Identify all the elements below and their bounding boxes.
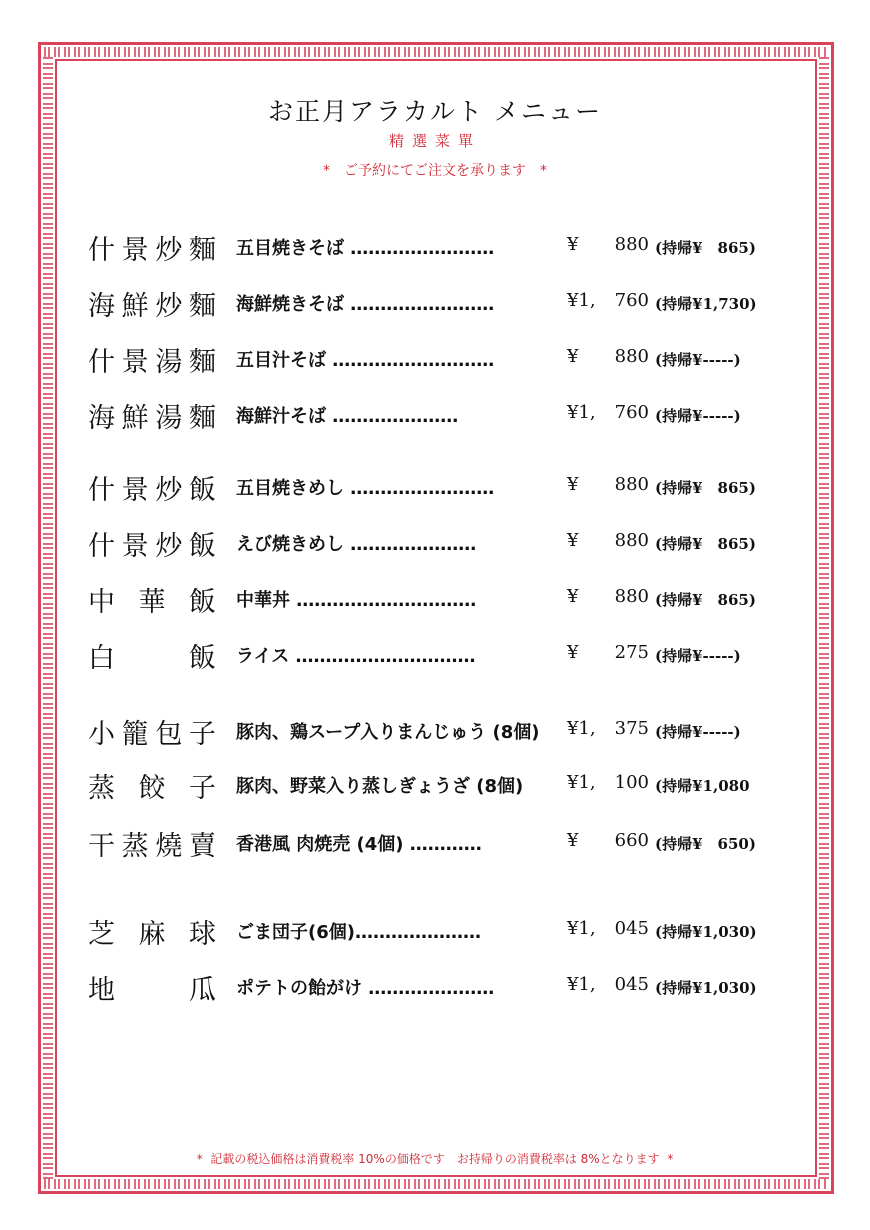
menu-item-price xyxy=(567,346,649,367)
menu-item-row xyxy=(0,712,870,752)
menu-item-chinese-name xyxy=(88,468,216,507)
menu-item-price xyxy=(567,474,649,495)
chinese-character: 子 xyxy=(189,773,216,804)
menu-item-takeout-price: (持帰¥-----) xyxy=(655,723,741,741)
chinese-character: 景 xyxy=(121,347,149,378)
chinese-character: 賣 xyxy=(188,831,216,862)
menu-item-japanese-name: 香港風 肉焼売 (4個) ………… xyxy=(236,834,482,855)
price-currency: ¥1, xyxy=(567,918,596,939)
menu-item-price xyxy=(567,642,649,663)
menu-item-row xyxy=(0,396,870,436)
chinese-character: 燒 xyxy=(155,831,183,862)
menu-item-price xyxy=(567,290,649,311)
star-icon: * xyxy=(540,163,547,179)
menu-item-row xyxy=(0,968,870,1008)
price-currency: ¥1, xyxy=(567,402,596,423)
price-currency: ¥1, xyxy=(567,772,596,793)
chinese-character: 飯 xyxy=(188,531,216,562)
menu-subtitle: 精選菜單 xyxy=(388,132,481,150)
price-currency: ¥ xyxy=(567,346,579,367)
chinese-character: 小 xyxy=(88,719,115,750)
chinese-character: 餃 xyxy=(138,773,166,804)
price-currency: ¥ xyxy=(567,234,579,255)
menu-item-chinese-name xyxy=(88,766,216,805)
menu-item-row xyxy=(0,636,870,676)
menu-item-takeout-price: (持帰¥1,080 xyxy=(655,777,750,795)
menu-item-chinese-name xyxy=(88,912,216,951)
chinese-character: 景 xyxy=(121,475,149,506)
menu-item-chinese-name xyxy=(88,340,216,379)
chinese-character: 飯 xyxy=(189,643,216,674)
tax-note-text: 記載の税込価格は消費税率 10%の価格です お持帰りの消費税率は 8%となります xyxy=(210,1152,660,1166)
menu-item-chinese-name xyxy=(88,228,216,267)
menu-item-takeout-price: (持帰¥ 865) xyxy=(655,239,756,257)
chinese-character: 麵 xyxy=(188,347,216,378)
menu-item-chinese-name xyxy=(88,580,216,619)
chinese-character: 球 xyxy=(189,919,216,950)
chinese-character: 芝 xyxy=(88,919,115,950)
menu-item-price xyxy=(567,586,649,607)
menu-item-japanese-name: ライス ………………………… xyxy=(236,646,476,667)
menu-item-row xyxy=(0,340,870,380)
menu-item-takeout-price: (持帰¥-----) xyxy=(655,351,741,369)
star-icon: * xyxy=(323,163,330,179)
menu-item-takeout-price: (持帰¥ 865) xyxy=(655,479,756,497)
menu-item-price xyxy=(567,234,649,255)
chinese-character: 鮮 xyxy=(121,291,149,322)
chinese-character: 華 xyxy=(138,587,166,618)
price-currency: ¥ xyxy=(567,530,579,551)
chinese-character: 包 xyxy=(155,719,183,750)
chinese-character: 什 xyxy=(88,347,115,378)
menu-item-takeout-price: (持帰¥ 650) xyxy=(655,835,756,853)
price-value: 880 xyxy=(614,346,649,367)
menu-item-takeout-price: (持帰¥1,730) xyxy=(655,295,757,313)
chinese-character: 蒸 xyxy=(121,831,149,862)
price-currency: ¥1, xyxy=(567,974,596,995)
menu-item-japanese-name: えび焼きめし ………………… xyxy=(236,534,477,555)
menu-item-chinese-name xyxy=(88,396,216,435)
border-pattern-top xyxy=(44,47,828,57)
price-value: 880 xyxy=(614,586,649,607)
chinese-character: 湯 xyxy=(155,347,183,378)
chinese-character: 炒 xyxy=(155,531,183,562)
menu-item-japanese-name: 豚肉、野菜入り蒸しぎょうざ (8個) xyxy=(236,776,524,797)
menu-item-price xyxy=(567,918,649,939)
menu-item-chinese-name xyxy=(88,636,216,675)
chinese-character: 海 xyxy=(88,403,115,434)
price-value: 275 xyxy=(614,642,649,663)
chinese-character: 中 xyxy=(88,587,115,618)
menu-item-row xyxy=(0,912,870,952)
chinese-character: 海 xyxy=(88,291,115,322)
price-value: 760 xyxy=(614,402,649,423)
menu-item-japanese-name: 海鮮焼きそば …………………… xyxy=(236,294,495,315)
menu-item-japanese-name: 五目汁そば ……………………… xyxy=(236,350,495,371)
menu-item-japanese-name: 五目焼きめし …………………… xyxy=(236,478,495,499)
chinese-character: 白 xyxy=(88,643,115,674)
border-pattern-bottom xyxy=(44,1179,828,1189)
menu-item-row xyxy=(0,824,870,864)
chinese-character: 鮮 xyxy=(121,403,149,434)
menu-item-price xyxy=(567,402,649,423)
menu-item-chinese-name xyxy=(88,524,216,563)
menu-item-row xyxy=(0,284,870,324)
price-currency: ¥ xyxy=(567,830,579,851)
menu-item-price xyxy=(567,772,649,793)
menu-item-row xyxy=(0,766,870,806)
price-value: 880 xyxy=(614,530,649,551)
chinese-character: 飯 xyxy=(189,587,216,618)
menu-item-japanese-name: 中華丼 ………………………… xyxy=(236,590,477,611)
star-icon: * xyxy=(667,1152,674,1166)
menu-item-japanese-name: 五目焼きそば …………………… xyxy=(236,238,495,259)
chinese-character: 炒 xyxy=(155,235,183,266)
price-value: 045 xyxy=(614,918,649,939)
chinese-character: 景 xyxy=(121,531,149,562)
menu-item-chinese-name xyxy=(88,284,216,323)
chinese-character: 蒸 xyxy=(88,773,115,804)
tax-note xyxy=(0,1150,870,1167)
chinese-character: 瓜 xyxy=(189,975,216,1006)
price-currency: ¥ xyxy=(567,586,579,607)
menu-item-chinese-name xyxy=(88,712,216,751)
menu-item-price xyxy=(567,530,649,551)
price-currency: ¥1, xyxy=(567,718,596,739)
menu-item-japanese-name: 海鮮汁そば ………………… xyxy=(236,406,459,427)
menu-title: お正月アラカルト メニュー xyxy=(268,97,602,126)
menu-item-takeout-price: (持帰¥ 865) xyxy=(655,591,756,609)
menu-item-row xyxy=(0,228,870,268)
chinese-character: 麻 xyxy=(138,919,166,950)
chinese-character: 麵 xyxy=(188,235,216,266)
chinese-character: 飯 xyxy=(188,475,216,506)
menu-item-price xyxy=(567,974,649,995)
price-value: 880 xyxy=(614,234,649,255)
menu-item-chinese-name xyxy=(88,968,216,1007)
chinese-character: 什 xyxy=(88,475,115,506)
menu-item-takeout-price: (持帰¥ 865) xyxy=(655,535,756,553)
price-value: 375 xyxy=(614,718,649,739)
chinese-character: 干 xyxy=(88,831,115,862)
price-value: 660 xyxy=(614,830,649,851)
price-value: 760 xyxy=(614,290,649,311)
chinese-character: 什 xyxy=(88,531,115,562)
menu-item-price xyxy=(567,718,649,739)
price-currency: ¥1, xyxy=(567,290,596,311)
menu-item-takeout-price: (持帰¥1,030) xyxy=(655,923,757,941)
menu-item-takeout-price: (持帰¥-----) xyxy=(655,407,741,425)
menu-item-japanese-name: 豚肉、鶏スープ入りまんじゅう (8個) xyxy=(236,722,540,743)
menu-item-row xyxy=(0,468,870,508)
price-currency: ¥ xyxy=(567,642,579,663)
chinese-character: 什 xyxy=(88,235,115,266)
chinese-character: 麵 xyxy=(188,403,216,434)
chinese-character: 麵 xyxy=(188,291,216,322)
price-currency: ¥ xyxy=(567,474,579,495)
menu-item-takeout-price: (持帰¥1,030) xyxy=(655,979,757,997)
menu-item-row xyxy=(0,580,870,620)
price-value: 045 xyxy=(614,974,649,995)
menu-item-row xyxy=(0,524,870,564)
reservation-notice-text: ご予約にてご注文を承ります xyxy=(344,163,526,179)
price-value: 880 xyxy=(614,474,649,495)
star-icon: * xyxy=(196,1152,203,1166)
chinese-character: 籠 xyxy=(121,719,149,750)
price-value: 100 xyxy=(614,772,649,793)
menu-item-chinese-name xyxy=(88,824,216,863)
chinese-character: 湯 xyxy=(155,403,183,434)
menu-item-takeout-price: (持帰¥-----) xyxy=(655,647,741,665)
chinese-character: 子 xyxy=(188,719,216,750)
menu-item-price xyxy=(567,830,649,851)
chinese-character: 炒 xyxy=(155,475,183,506)
chinese-character: 炒 xyxy=(155,291,183,322)
menu-item-japanese-name: ポテトの飴がけ ………………… xyxy=(236,978,495,999)
reservation-notice xyxy=(0,160,870,180)
menu-item-japanese-name: ごま団子(6個)………………… xyxy=(236,922,481,943)
chinese-character: 景 xyxy=(121,235,149,266)
chinese-character: 地 xyxy=(88,975,115,1006)
